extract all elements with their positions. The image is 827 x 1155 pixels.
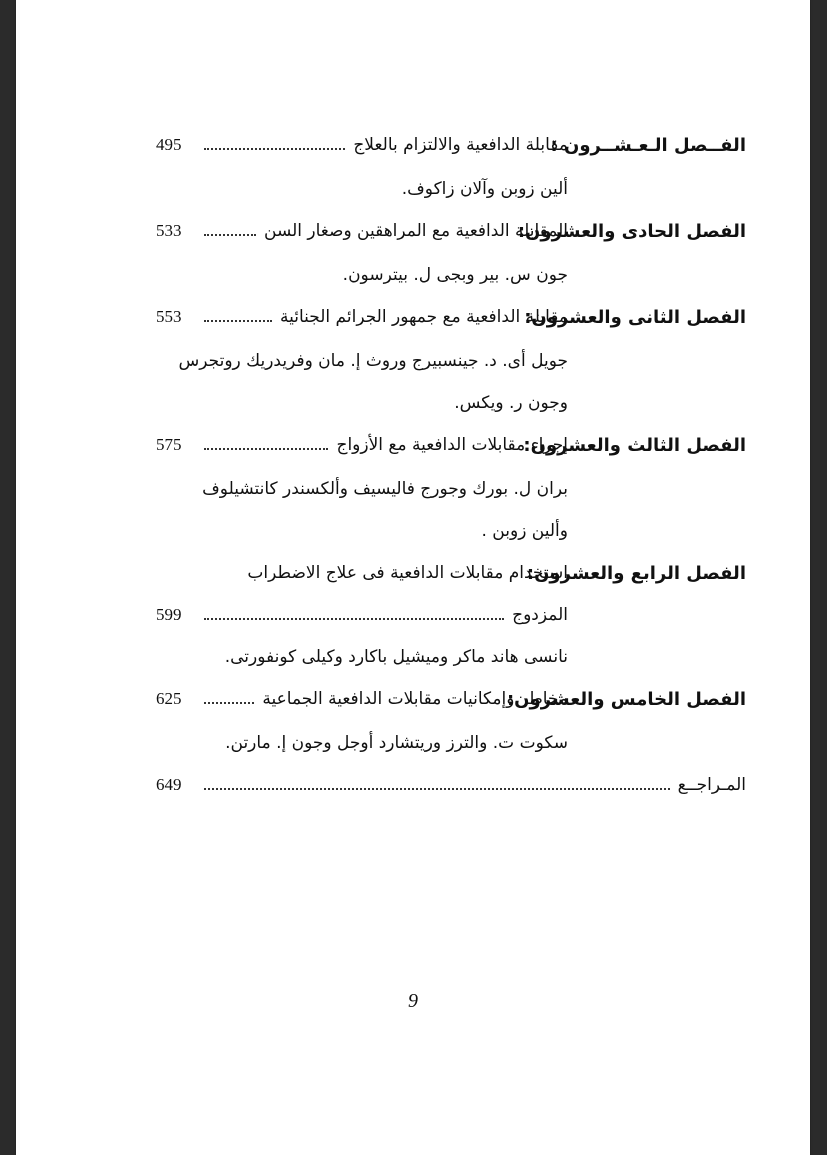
chapter-authors: ألين زوبن وآلان زاكوف. (401, 179, 568, 199)
toc-entry-chapter-21[interactable] (156, 214, 746, 248)
chapter-authors: جون س. بير وبجى ل. بيترسون. (342, 265, 568, 285)
chapter-title: مقابلة الدافعية مع جمهور الجرائم الجنائية (279, 307, 568, 327)
page-number: 9 (408, 990, 418, 1012)
chapter-title: إجراء مقابلات الدافعية مع الأزواج (336, 435, 568, 455)
chapter-label: الفصل الثالث والعشرون: (523, 434, 746, 456)
chapter-authors: سكوت ت. والترز وريتشارد أوجل وجون إ. مارتن. (225, 733, 568, 753)
toc-entry-chapter-24-cont[interactable] (156, 598, 746, 632)
dot-leader (204, 234, 256, 236)
chapter-authors-cont: وألين زوبن . (481, 521, 568, 541)
dot-leader (204, 148, 345, 150)
page-number-ref: 495 (156, 135, 182, 154)
chapter-authors: جويل أى. د. جينسبيرج وروث إ. مان وفريدريك روتجرس (178, 351, 568, 371)
toc-entry-chapter-24[interactable] (156, 556, 746, 590)
page-number-ref: 625 (156, 689, 182, 708)
chapter-authors: بران ل. بورك وجورج فاليسيف وألكسندر كانتشيلوف (202, 479, 568, 499)
toc-entry-references[interactable] (156, 768, 746, 802)
toc-entry-chapter-22[interactable] (156, 300, 746, 334)
page-number-ref: 553 (156, 307, 182, 326)
page-number-ref: 575 (156, 435, 182, 454)
chapter-title: مقابلة الدافعية والالتزام بالعلاج (353, 135, 568, 155)
chapter-title: المقابلة الدافعية مع المراهقين وصغار السن (264, 221, 568, 241)
dot-leader (204, 788, 670, 790)
dot-leader (204, 448, 328, 450)
references-label: المـراجــع (677, 775, 746, 795)
page-number-ref: 533 (156, 221, 182, 240)
chapter-title: مخاطر وإمكانيات مقابلات الدافعية الجماعية (262, 689, 568, 709)
toc-entry-chapter-20[interactable] (156, 128, 746, 162)
chapter-title: استخدام مقابلات الدافعية فى علاج الاضطراب (247, 563, 568, 583)
chapter-label: الفصل الرابع والعشرون: (526, 562, 746, 584)
dot-leader (204, 702, 254, 704)
toc-entry-chapter-23[interactable] (156, 428, 746, 462)
chapter-label: الفصل الخامس والعشرون: (506, 688, 746, 710)
chapter-label: الفصل الحادى والعشرون: (517, 220, 746, 242)
page-number-ref: 599 (156, 605, 182, 624)
document-page (16, 0, 810, 1155)
chapter-title-cont: المزدوج (512, 605, 568, 625)
dot-leader (204, 618, 504, 620)
chapter-label: الفصل الثانى والعشرون: (524, 306, 746, 328)
chapter-authors: نانسى هاند ماكر وميشيل باكارد وكيلى كونفورتى. (224, 647, 568, 667)
chapter-authors-cont: وجون ر. ويكس. (454, 393, 568, 413)
table-of-contents (16, 0, 810, 1155)
toc-entry-chapter-25[interactable] (156, 682, 746, 716)
chapter-label: الفــصل الـعـشــرون : (550, 134, 746, 156)
dot-leader (204, 320, 272, 322)
page-number-ref: 649 (156, 775, 182, 794)
